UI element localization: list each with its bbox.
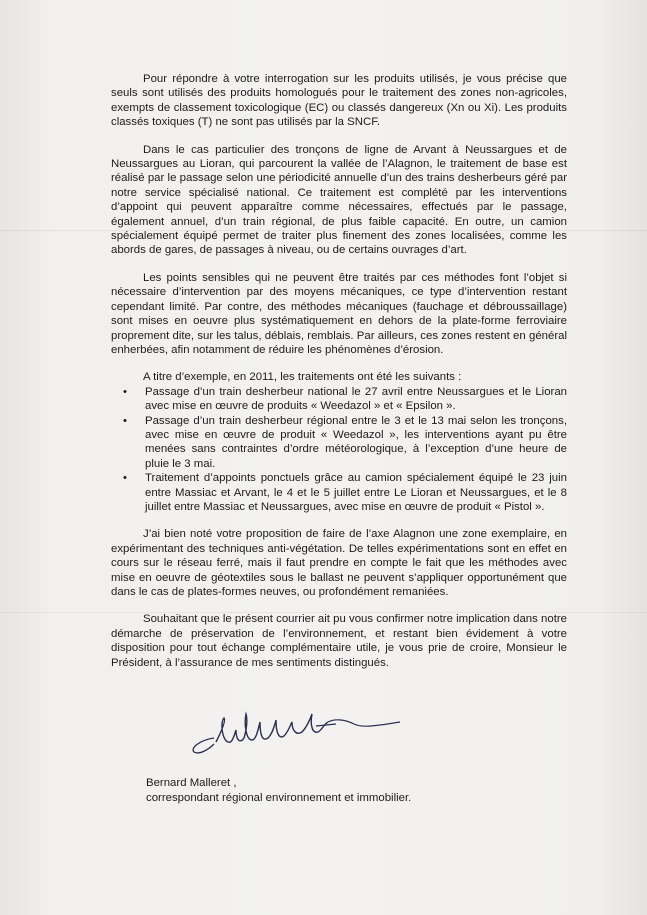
signer-block	[146, 776, 411, 806]
list-item-text: Passage d’un train desherbeur national le 27 avril entre Neussargues et le Lioran avec mise en œuvre de produits « Weedazol » et « Epsilon ».	[145, 385, 567, 413]
signer-name: Bernard Malleret ,	[146, 777, 237, 789]
list-item	[111, 385, 567, 414]
handwritten-signature	[186, 700, 406, 760]
treatments-list	[111, 385, 567, 515]
paragraph-example-intro: A titre d’exemple, en 2011, les traitements ont été les suivants :	[143, 371, 462, 384]
letter-body	[111, 72, 567, 683]
list-item-text: Traitement d’appoints ponctuels grâce au camion spécialement équipé le 23 juin entre Massiac et Arvant, le 4 et le 5 juillet entre Le Lioran et Neussargues, et le 8 juillet entre Massiac et Neussargues, avec mise en œuvre de produit « Pistol ».	[145, 472, 567, 513]
bullet-icon: •	[123, 385, 127, 398]
list-item-text: Passage d’un train desherbeur régional entre le 3 et le 13 mai selon les tronçons, avec mise en œuvre de produit « Weedazol », les interventions ayant pu être menées sans contraintes d’ordre météorologique, à l’exception d’une heure de pluie le 3 mai.	[145, 414, 567, 470]
bullet-icon: •	[123, 472, 127, 485]
paragraph-alagnon-proposal: J’ai bien noté votre proposition de faire de l’axe Alagnon une zone exemplaire, en expérimentant des techniques anti-végétation. De telles expérimentations sont en effet en cours sur le réseau ferré, mais il faut prendre en compte le fait que les méthodes avec mise en oeuvre de géotextiles sous le ballast ne peuvent s’appliquer opportunément que dans le cas de plates-formes neuves, ou profondément remaniées.	[111, 528, 567, 598]
list-item	[111, 471, 567, 514]
paragraph-products: Pour répondre à votre interrogation sur les produits utilisés, je vous précise que seuls sont utilisés des produits homologués pour le traitement des zones non-agricoles, exempts de classement toxicologique (EC) ou classés dangereux (Xn ou Xi). Les produits classés toxiques (T) ne sont pas utilisés par la SNCF.	[111, 73, 567, 129]
bullet-icon: •	[123, 414, 127, 427]
paragraph-closing: Souhaitant que le présent courrier ait pu vous confirmer notre implication dans notre démarche de préservation de l’environnement, et restant bien évidement à votre disposition pour tout échange complémentaire utile, je vous prie de croire, Monsieur le Président, à l’assurance de mes sentiments distingués.	[111, 613, 567, 669]
paragraph-sensitive-points: Les points sensibles qui ne peuvent être traités par ces méthodes font l’objet si nécessaire d’intervention par des moyens mécaniques, ce type d’intervention restant cependant limité. Par contre, des méthodes mécaniques (fauchage et débroussaillage) sont mises en oeuvre plus systématiquement en dehors de la plate-forme ferroviaire proprement dite, sur les talus, déblais, remblais. Par ailleurs, ces zones restent en général enherbées, afin notamment de réduire les phénomènes d’érosion.	[111, 271, 567, 356]
list-item	[111, 414, 567, 472]
signer-title: correspondant régional environnement et immobilier.	[146, 792, 412, 804]
paragraph-line-sections: Dans le cas particulier des tronçons de ligne de Arvant à Neussargues et de Neussargues au Lioran, qui parcourent la vallée de l’Alagnon, le traitement de base est réalisé par le passage selon une périodicité annuelle d’un des trains desherbeurs géré par notre service spécialisé national. Ce traitement est complété par les interventions d’appoint qui peuvent apparaître comme nécessaires, effectués par le passage, également annuel, d’un train régional, de plus faible capacité. En outre, un camion spécialement équipé permet de traiter plus finement des zones localisées, comme les abords de gares, de passages à niveau, ou de certains ouvrages d’art.	[111, 143, 567, 257]
